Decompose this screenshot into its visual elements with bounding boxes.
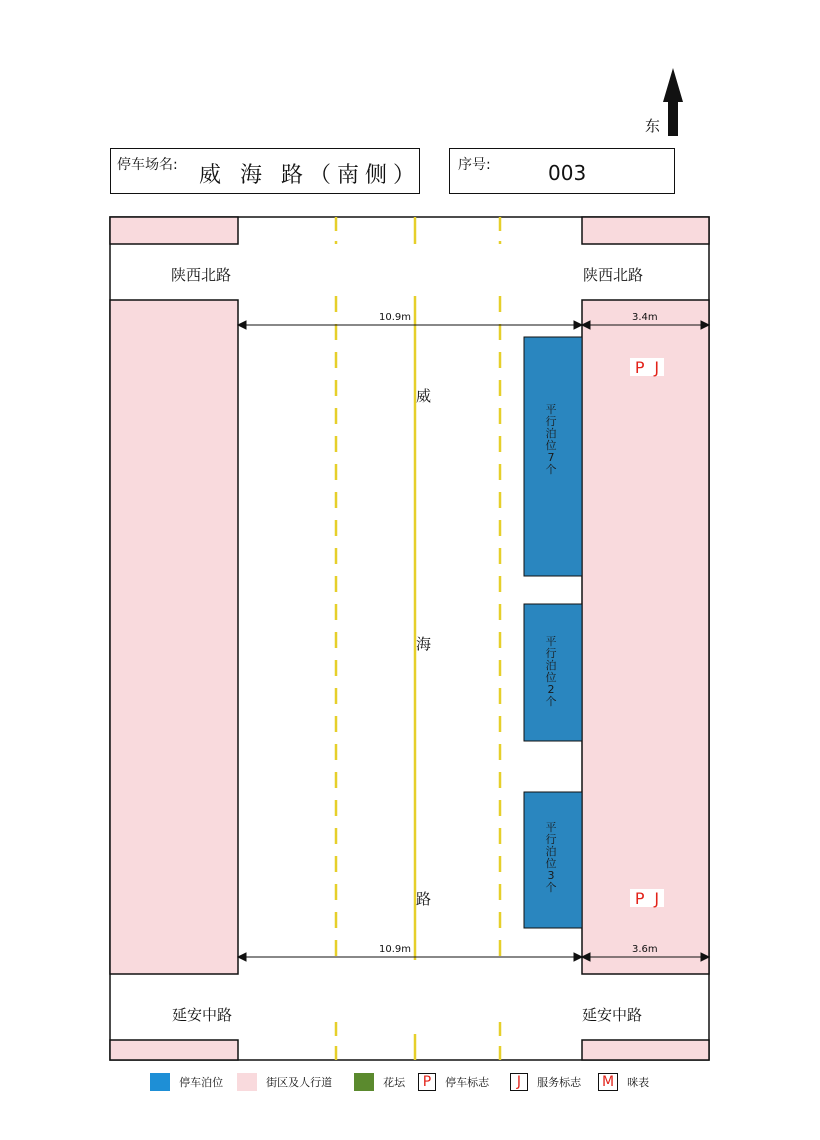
legend-item-service-sign — [510, 1071, 581, 1091]
street-bottom-right: 延安中路 — [582, 1006, 643, 1024]
legend-label: 停车泊位 — [179, 1075, 224, 1089]
parking-sign-icon: P — [634, 888, 645, 908]
legend-label: 花坛 — [383, 1075, 406, 1089]
service-sign-icon: J — [654, 888, 660, 908]
parking-block-label-1: 平行泊位7个 — [545, 403, 557, 476]
legend-swatch-flowerbed — [354, 1073, 374, 1091]
sidewalk-left — [110, 300, 238, 974]
road-name-char-3: 路 — [416, 890, 432, 908]
compass-label: 东 — [645, 117, 661, 135]
street-top-left: 陕西北路 — [171, 266, 232, 284]
parking-block-label-2: 平行泊位2个 — [545, 635, 557, 708]
legend-item-parking-sign — [418, 1071, 489, 1091]
service-sign-icon: J — [654, 357, 660, 377]
sign-group-top — [630, 358, 664, 376]
dimension-sidewalk-bottom: 3.6m — [632, 944, 658, 955]
dimension-road-top: 10.9m — [379, 312, 412, 323]
legend-meter-icon: M — [598, 1073, 618, 1091]
street-top-right: 陕西北路 — [583, 266, 644, 284]
serial-label: 序号: — [458, 157, 491, 173]
parking-sign-icon: P — [634, 357, 645, 377]
dimension-road-bottom: 10.9m — [379, 944, 412, 955]
sign-group-bottom — [630, 889, 664, 907]
legend-item-parking — [150, 1071, 223, 1091]
legend-parking-sign-icon: P — [418, 1073, 436, 1091]
legend-label: 咪表 — [627, 1075, 650, 1089]
legend-item-sidewalk — [237, 1071, 332, 1091]
lot-name-value: 威 海 路（南侧） — [199, 163, 421, 188]
legend-item-meter — [598, 1071, 649, 1091]
dimension-sidewalk-top: 3.4m — [632, 312, 658, 323]
street-bottom-left: 延安中路 — [172, 1006, 233, 1024]
legend-swatch-sidewalk — [237, 1073, 257, 1091]
legend-item-flowerbed — [354, 1071, 405, 1091]
sidewalk-right — [582, 300, 709, 974]
block-top-right — [582, 217, 709, 244]
legend-label: 服务标志 — [537, 1075, 582, 1089]
legend-label: 停车标志 — [445, 1075, 490, 1089]
legend-label: 街区及人行道 — [266, 1075, 333, 1089]
serial-value: 003 — [548, 161, 587, 185]
block-bottom-left — [110, 1040, 238, 1060]
road-name-char-1: 威 — [416, 387, 432, 405]
block-top-left — [110, 217, 238, 244]
legend-service-sign-icon: J — [510, 1073, 528, 1091]
road-name-char-2: 海 — [416, 635, 432, 653]
parking-block-label-3: 平行泊位3个 — [545, 821, 557, 894]
legend-swatch-parking — [150, 1073, 170, 1091]
block-bottom-right — [582, 1040, 709, 1060]
lot-name-label: 停车场名: — [117, 157, 178, 173]
